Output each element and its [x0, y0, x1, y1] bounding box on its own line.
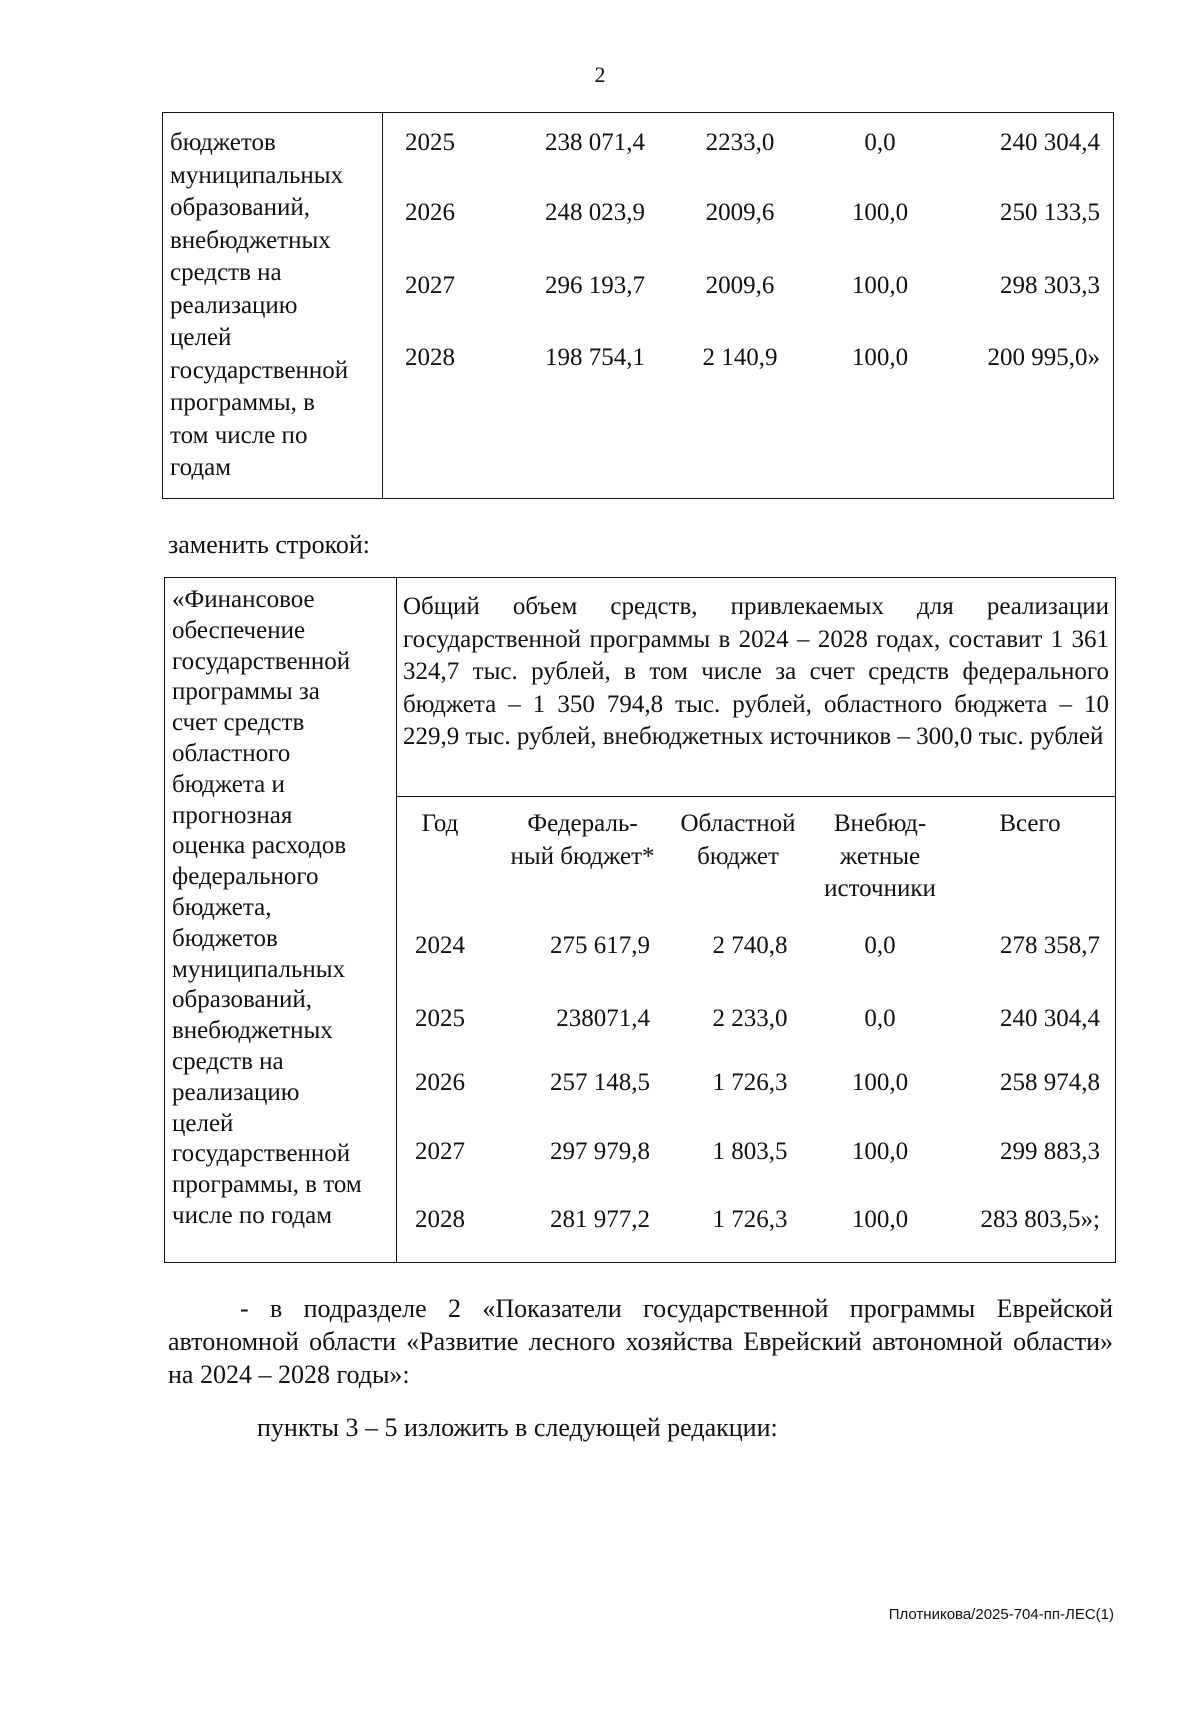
label-line: счет средств: [172, 709, 305, 737]
year-cell: 2025: [405, 129, 455, 156]
regional-cell: 1 726,3: [712, 1206, 788, 1233]
federal-cell: 238071,4: [556, 1005, 650, 1032]
label-line: числе по годам: [172, 1201, 333, 1229]
label-line: целей: [170, 324, 232, 351]
table-row: [0, 1137, 1200, 1167]
label-line: оценка расходов: [172, 832, 347, 860]
header-line: бюджет: [697, 842, 779, 870]
total-cell: 250 133,5: [1000, 199, 1100, 226]
federal-cell: 198 754,1: [545, 344, 645, 371]
year-cell: 2026: [405, 199, 455, 226]
label-line: образований,: [170, 194, 311, 221]
federal-cell: 296 193,7: [545, 272, 645, 299]
label-line: образований,: [172, 986, 313, 1014]
federal-cell: 281 977,2: [550, 1206, 650, 1233]
regional-cell: 2009,6: [705, 272, 775, 299]
total-cell: 258 974,8: [1000, 1069, 1100, 1096]
label-line: муниципальных: [172, 955, 346, 983]
table-row: [0, 1205, 1200, 1235]
year-cell: 2028: [415, 1206, 465, 1233]
label-line: государственной: [172, 647, 351, 675]
year-cell: 2024: [415, 932, 465, 959]
table-row: [0, 128, 1200, 158]
header-line: Федераль-: [527, 810, 638, 837]
header-total: Всего: [999, 810, 1061, 837]
label-line: бюджета,: [172, 893, 272, 921]
regional-cell: 2233,0: [705, 129, 775, 156]
header-line: источники: [824, 875, 936, 902]
label-line: реализацию: [170, 291, 298, 319]
label-line: внебюджетных: [170, 226, 331, 254]
label-line: областного: [172, 739, 291, 767]
label-line: годам: [170, 454, 232, 481]
label-line: обеспечение: [172, 616, 306, 644]
label-line: программы за: [172, 678, 320, 706]
table-row: [0, 1004, 1200, 1034]
federal-cell: 238 071,4: [545, 129, 645, 156]
label-line: бюджетов: [172, 924, 278, 952]
regional-cell: 2 233,0: [712, 1005, 788, 1032]
label-line: государственной: [172, 1140, 351, 1168]
total-cell: 298 303,3: [1000, 272, 1100, 299]
label-line: внебюджетных: [172, 1017, 333, 1045]
total-cell: 240 304,4: [1000, 129, 1100, 156]
paragraph-text: - в подразделе 2 «Показатели государственной программы Еврейской автономной области «Развитие лесного хозяйства Еврейский автономной области» на 2024 – 2028 годы»:: [168, 1294, 1113, 1389]
extrabudget-cell: 0,0: [864, 932, 896, 959]
table-row: [0, 271, 1200, 301]
label-line: прогнозная: [172, 801, 293, 829]
funding-summary: Общий объем средств, привлекаемых для реализации государственной программы в 2024 – 2028 годах, составит 1 361 324,7 тыс. рублей, в том числе за счет средств федерального бюджета – 1 350 794,8 тыс. рублей, областного бюджета – 10 229,9 тыс. рублей, внебюджетных источников – 300,0 тыс. рублей: [397, 578, 1115, 797]
label-line: том числе по: [170, 421, 308, 449]
label-line: средств на: [172, 1047, 284, 1075]
label-line: бюджета и: [172, 770, 285, 798]
table-row: [0, 198, 1200, 228]
regional-cell: 2 140,9: [702, 344, 778, 371]
label-line: средств на: [170, 259, 282, 286]
header-line: ный бюджет*: [510, 842, 655, 870]
page-number: 2: [594, 62, 606, 87]
extrabudget-cell: 100,0: [851, 1138, 909, 1165]
year-cell: 2026: [415, 1069, 465, 1096]
label-line: реализацию: [172, 1078, 300, 1106]
items-paragraph: пункты 3 – 5 изложить в следующей редакции:: [257, 1413, 778, 1442]
extrabudget-cell: 100,0: [851, 1206, 909, 1233]
regional-cell: 2 740,8: [712, 932, 788, 959]
total-cell: 240 304,4: [1000, 1005, 1100, 1032]
regional-cell: 1 726,3: [712, 1069, 788, 1096]
table-row: [0, 931, 1200, 961]
table-row: [0, 1068, 1200, 1098]
previous-funding-table: [162, 112, 1114, 499]
table-row: [0, 343, 1200, 373]
extrabudget-cell: 100,0: [851, 199, 909, 226]
label-line: бюджетов: [170, 129, 276, 156]
year-cell: 2027: [405, 272, 455, 299]
extrabudget-cell: 0,0: [864, 129, 896, 156]
label-line: «Финансовое: [172, 586, 315, 613]
header-line: Областной: [680, 810, 796, 837]
subsection-paragraph: [168, 1292, 1113, 1391]
previous-table-label: [163, 113, 383, 498]
total-cell: 278 358,7: [1000, 932, 1100, 959]
year-cell: 2028: [405, 344, 455, 371]
label-line: целей: [172, 1109, 234, 1137]
label-line: программы, в: [170, 389, 315, 416]
extrabudget-cell: 0,0: [864, 1005, 896, 1032]
label-line: программы, в том: [172, 1171, 362, 1199]
label-line: федерального: [172, 863, 319, 891]
federal-cell: 248 023,9: [545, 199, 645, 226]
federal-cell: 257 148,5: [550, 1069, 650, 1096]
federal-cell: 297 979,8: [550, 1138, 650, 1165]
label-line: государственной: [170, 356, 349, 384]
extrabudget-cell: 100,0: [851, 272, 909, 299]
header-regional: [668, 808, 808, 873]
total-cell: 283 803,5»;: [980, 1206, 1100, 1233]
year-cell: 2025: [415, 1005, 465, 1032]
header-year: Год: [421, 810, 459, 837]
year-cell: 2027: [415, 1138, 465, 1165]
header-extrabudget: [815, 808, 945, 906]
label-line: муниципальных: [170, 161, 344, 189]
federal-cell: 275 617,9: [550, 932, 650, 959]
regional-cell: 1 803,5: [712, 1138, 788, 1165]
total-cell: 200 995,0»: [987, 344, 1100, 371]
regional-cell: 2009,6: [705, 199, 775, 226]
extrabudget-cell: 100,0: [851, 344, 909, 371]
document-footer: Плотникова/2025-704-пп-ЛЕС(1): [888, 1606, 1114, 1623]
extrabudget-cell: 100,0: [851, 1069, 909, 1096]
total-cell: 299 883,3: [1000, 1138, 1100, 1165]
header-line: жетные: [839, 842, 921, 870]
replace-instruction: заменить строкой:: [168, 530, 371, 559]
header-line: Внебюд-: [833, 810, 927, 837]
header-federal: [495, 808, 670, 873]
